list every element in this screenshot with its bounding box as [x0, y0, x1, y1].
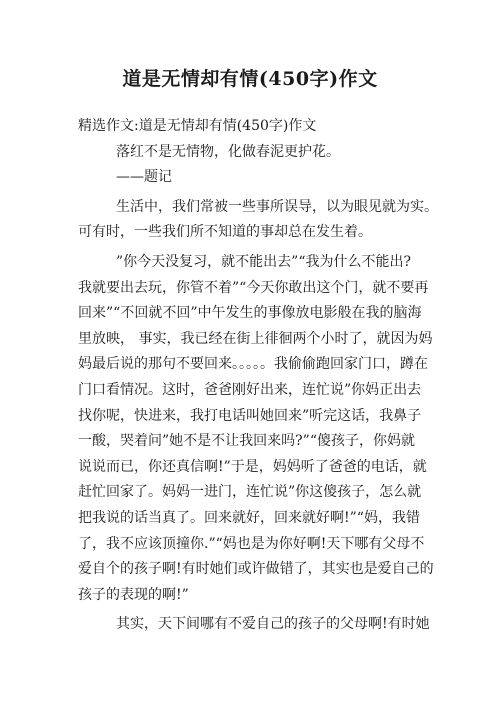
paragraph-line: 说说而已，你还真信啊!”于是，妈妈听了爸爸的电话，就 — [78, 458, 427, 475]
paragraph-line: 妈最后说的那句不要回来。。。。。我偷偷跑回家门口，蹲在 — [78, 356, 428, 373]
paragraph-line: 生活中，我们常被一些事所误导，以为眼见就为实。 — [116, 198, 438, 215]
epigraph-line: 落红不是无情物，化做春泥更护花。 — [116, 143, 340, 160]
paragraph-line: 找你呢，快进来，我打电话叫她回来”听完这话，我鼻子 — [78, 407, 422, 424]
paragraph-line: 孩子的表现的啊!” — [78, 586, 189, 603]
paragraph-line: ”你今天没复习，就不能出去”“我为什么不能出? — [116, 253, 411, 270]
epigraph-attribution: ——题记 — [116, 169, 172, 186]
paragraph-line: 爱自个的孩子啊!有时她们或许做错了，其实也是爱自己的 — [78, 561, 434, 578]
paragraph-line: 里放映， 事实，我已经在街上徘徊两个小时了，就因为妈 — [78, 330, 433, 347]
paragraph-line: 一酸，哭着问”她不是不让我回来吗?”“傻孩子，你妈就 — [78, 433, 415, 450]
document-body — [78, 114, 438, 638]
paragraph-line: 我就要出去玩，你管不着”“今天你敢出这个门，就不要再 — [78, 279, 429, 296]
paragraph-line: 回来”“不回就不回”中午发生的事像放电影般在我的脑海 — [78, 305, 422, 322]
paragraph-line: 赶忙回家了。妈妈一进门，连忙说”你这傻孩子，怎么就 — [78, 484, 422, 501]
paragraph-line: 其实，天下间哪有不爱自己的孩子的父母啊!有时她 — [116, 616, 430, 633]
document-title: 道是无情却有情(450字)作文 — [122, 68, 378, 90]
paragraph-line: 了，我不应该顶撞你.”“妈也是为你好啊!天下哪有父母不 — [78, 535, 425, 552]
paragraph-line: 把我说的话当真了。回来就好，回来就好啊!”“妈，我错 — [78, 509, 420, 526]
intro-line: 精选作文:道是无情却有情(450字)作文 — [78, 118, 317, 134]
paragraph-line: 可有时，一些我们所不知道的事却总在发生着。 — [78, 224, 372, 241]
paragraph-line: 门口看情况。这时，爸爸刚好出来，连忙说”你妈正出去 — [78, 381, 422, 398]
